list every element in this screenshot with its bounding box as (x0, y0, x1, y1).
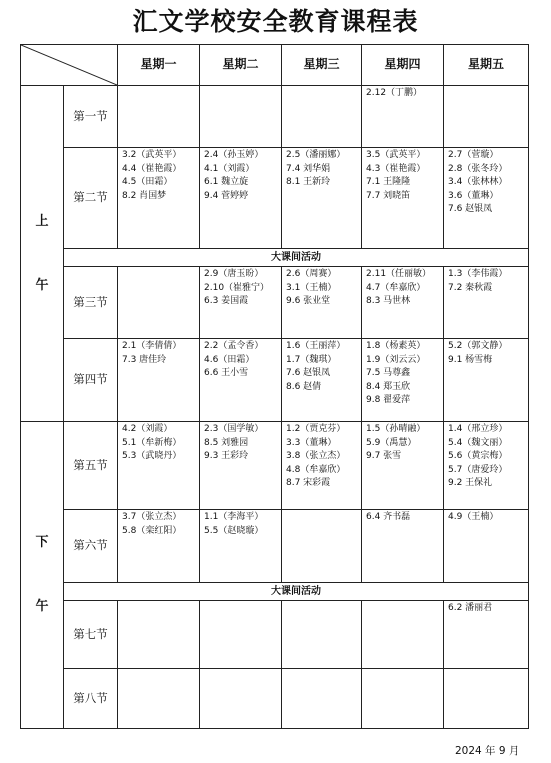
day-header-fri: 星期五 (444, 45, 529, 86)
period-label: 第七节 (64, 601, 118, 669)
schedule-cell (200, 601, 282, 669)
class-entry: 7.1 王隆隆 (366, 177, 411, 187)
class-entry: 2.2（孟令香） (204, 341, 264, 351)
class-entry: 5.4（魏文丽） (448, 437, 508, 448)
day-header-wed: 星期三 (282, 45, 362, 86)
class-entry: 9.4 菅婷婷 (204, 190, 249, 201)
schedule-cell (200, 267, 282, 339)
class-entry: 7.4 刘华娟 (286, 163, 331, 174)
morning-label (21, 86, 64, 422)
class-entry: 5.7（唐爱玲） (448, 464, 508, 475)
class-entry: 4.9（王楠） (448, 512, 499, 522)
class-entry: 4.8（牟嘉欣） (286, 464, 346, 475)
day-header-mon: 星期一 (118, 45, 200, 86)
class-entry: 1.6（王丽萍） (286, 341, 346, 351)
class-entry: 1.2（贾克芬） (286, 424, 346, 434)
class-entry: 8.6 赵倩 (286, 381, 322, 392)
afternoon-label (21, 422, 64, 729)
class-entry: 2.11（任丽敏） (366, 269, 432, 279)
schedule-cell (362, 601, 444, 669)
schedule-cell (444, 148, 529, 249)
afternoon-label-char: 下 (35, 535, 49, 550)
class-entry: 3.1（王楠） (286, 282, 337, 293)
schedule-cell (362, 86, 444, 148)
period-row (21, 148, 529, 249)
schedule-cell (118, 148, 200, 249)
period-row (21, 510, 529, 583)
class-entry: 1.3（李伟霞） (448, 269, 508, 279)
class-entry: 4.5（田霜） (122, 177, 173, 187)
schedule-cell (444, 510, 529, 583)
class-entry: 1.9（刘云云） (366, 354, 426, 365)
class-entry: 7.6 赵银凤 (286, 368, 331, 378)
schedule-cell (282, 267, 362, 339)
class-entry: 5.8（栾红阳） (122, 525, 182, 536)
day-header-thu: 星期四 (362, 45, 444, 86)
header-row (21, 45, 529, 86)
schedule-cell (444, 339, 529, 422)
schedule-cell (118, 422, 200, 510)
class-entry: 2.1（李倩倩） (122, 341, 182, 351)
class-entry: 5.2（郭文静） (448, 341, 508, 351)
class-entry: 3.5（武英平） (366, 150, 426, 160)
diagonal-header-cell (21, 45, 118, 86)
class-entry: 3.7（张立杰） (122, 512, 182, 522)
schedule-cell (118, 339, 200, 422)
schedule-cell (200, 422, 282, 510)
class-entry: 8.4 郑玉欣 (366, 381, 411, 392)
class-entry: 7.6 赵银凤 (448, 204, 493, 214)
class-entry: 6.3 姜国霞 (204, 296, 249, 306)
class-entry: 8.3 马世林 (366, 296, 411, 306)
schedule-cell (282, 422, 362, 510)
class-entry: 8.7 宋彩霞 (286, 478, 331, 488)
footer-date: 2024 年 9 月 (455, 745, 520, 757)
break-row (21, 249, 529, 267)
schedule-cell (362, 510, 444, 583)
class-entry: 9.7 张雪 (366, 451, 402, 461)
class-entry: 9.1 杨雪梅 (448, 354, 493, 365)
period-label: 第四节 (64, 339, 118, 422)
break-activity-label: 大课间活动 (64, 249, 529, 267)
class-entry: 4.2（刘霞） (122, 424, 173, 434)
period-label: 第五节 (64, 422, 118, 510)
schedule-cell (282, 339, 362, 422)
break-row (21, 583, 529, 601)
morning-label-char: 上 (35, 213, 49, 229)
class-entry: 4.7（牟嘉欣） (366, 282, 426, 293)
period-label: 第六节 (64, 510, 118, 583)
class-entry: 2.5（潘丽娜） (286, 150, 346, 160)
schedule-cell (444, 601, 529, 669)
class-entry: 8.2 肖国梦 (122, 190, 167, 201)
class-entry: 4.1（刘霞） (204, 163, 255, 174)
schedule-cell (362, 148, 444, 249)
schedule-cell (444, 669, 529, 729)
class-entry: 2.6（周赛） (286, 269, 337, 279)
schedule-cell (200, 148, 282, 249)
schedule-cell (118, 86, 200, 148)
class-entry: 3.3（董琳） (286, 437, 337, 448)
class-entry: 2.4（孙玉婷） (204, 150, 264, 160)
class-entry: 9.6 张业堂 (286, 296, 331, 306)
schedule-cell (362, 422, 444, 510)
class-entry: 9.2 王保礼 (448, 478, 493, 488)
schedule-cell (444, 422, 529, 510)
class-entry: 1.5（孙晴融） (366, 424, 426, 434)
class-entry: 5.5（赵晓璇） (204, 525, 264, 536)
period-label: 第八节 (64, 669, 118, 729)
schedule-cell (200, 86, 282, 148)
period-row (21, 86, 529, 148)
period-label: 第一节 (64, 86, 118, 148)
class-entry: 5.6（黄宗梅） (448, 451, 508, 461)
diagonal-line (21, 45, 117, 85)
period-row (21, 339, 529, 422)
schedule-cell (118, 669, 200, 729)
class-entry: 3.2（武英平） (122, 150, 182, 160)
schedule-cell (282, 86, 362, 148)
class-entry: 6.1 魏立旋 (204, 177, 249, 187)
break-activity-label: 大课间活动 (64, 583, 529, 601)
class-entry: 1.1（李海平） (204, 512, 264, 522)
schedule-cell (282, 148, 362, 249)
class-entry: 2.10（崔雅宁） (204, 282, 270, 293)
schedule-cell (118, 510, 200, 583)
schedule-cell (200, 339, 282, 422)
schedule-cell (362, 339, 444, 422)
period-label: 第三节 (64, 267, 118, 339)
class-entry: 5.9（禹慧） (366, 437, 417, 448)
morning-label-char: 午 (35, 277, 49, 293)
schedule-table (20, 44, 529, 729)
class-entry: 2.12（丁鹏） (366, 88, 423, 98)
class-entry: 2.9（唐玉昐） (204, 269, 264, 279)
schedule-cell (200, 669, 282, 729)
schedule-cell (444, 267, 529, 339)
class-entry: 2.7（菅璇） (448, 150, 499, 160)
class-entry: 8.1 王新玲 (286, 177, 331, 187)
class-entry: 9.3 王彩玲 (204, 451, 249, 461)
schedule-cell (362, 669, 444, 729)
period-row (21, 267, 529, 339)
period-label: 第二节 (64, 148, 118, 249)
schedule-cell (282, 601, 362, 669)
class-entry: 1.8（杨素英） (366, 341, 426, 351)
class-entry: 7.5 马尊鑫 (366, 368, 411, 378)
class-entry: 6.6 王小雪 (204, 368, 249, 378)
schedule-cell (362, 267, 444, 339)
schedule-cell (118, 601, 200, 669)
schedule-cell (282, 510, 362, 583)
class-entry: 4.4（崔艳霞） (122, 163, 182, 174)
schedule-cell (444, 86, 529, 148)
schedule-cell (118, 267, 200, 339)
class-entry: 6.2 潘丽君 (448, 603, 493, 613)
schedule-cell (200, 510, 282, 583)
class-entry: 7.3 唐佳玲 (122, 354, 167, 365)
class-entry: 3.4（张林林） (448, 177, 508, 187)
class-entry: 7.2 秦秋霞 (448, 282, 493, 293)
class-entry: 9.8 翟爱萍 (366, 395, 411, 405)
day-header-tue: 星期二 (200, 45, 282, 86)
class-entry: 4.6（田霜） (204, 354, 255, 365)
page-title: 汇文学校安全教育课程表 (132, 7, 419, 36)
period-row (21, 669, 529, 729)
class-entry: 3.8（张立杰） (286, 451, 346, 461)
class-entry: 2.8（张冬玲） (448, 163, 508, 174)
schedule-cell (282, 669, 362, 729)
class-entry: 6.4 齐书磊 (366, 512, 411, 522)
class-entry: 3.6（董琳） (448, 190, 499, 201)
period-row (21, 422, 529, 510)
class-entry: 4.3（崔艳霞） (366, 163, 426, 174)
afternoon-label-char: 午 (35, 599, 49, 614)
class-entry: 1.4（邢立珍） (448, 424, 508, 434)
class-entry: 8.5 刘雅园 (204, 437, 249, 448)
class-entry: 5.3（武晓丹） (122, 451, 182, 461)
class-entry: 5.1（牟新梅） (122, 437, 182, 448)
period-row (21, 601, 529, 669)
class-entry: 2.3（国学敏） (204, 424, 264, 434)
class-entry: 7.7 刘晓笛 (366, 190, 411, 201)
class-entry: 1.7（魏琪） (286, 354, 337, 365)
